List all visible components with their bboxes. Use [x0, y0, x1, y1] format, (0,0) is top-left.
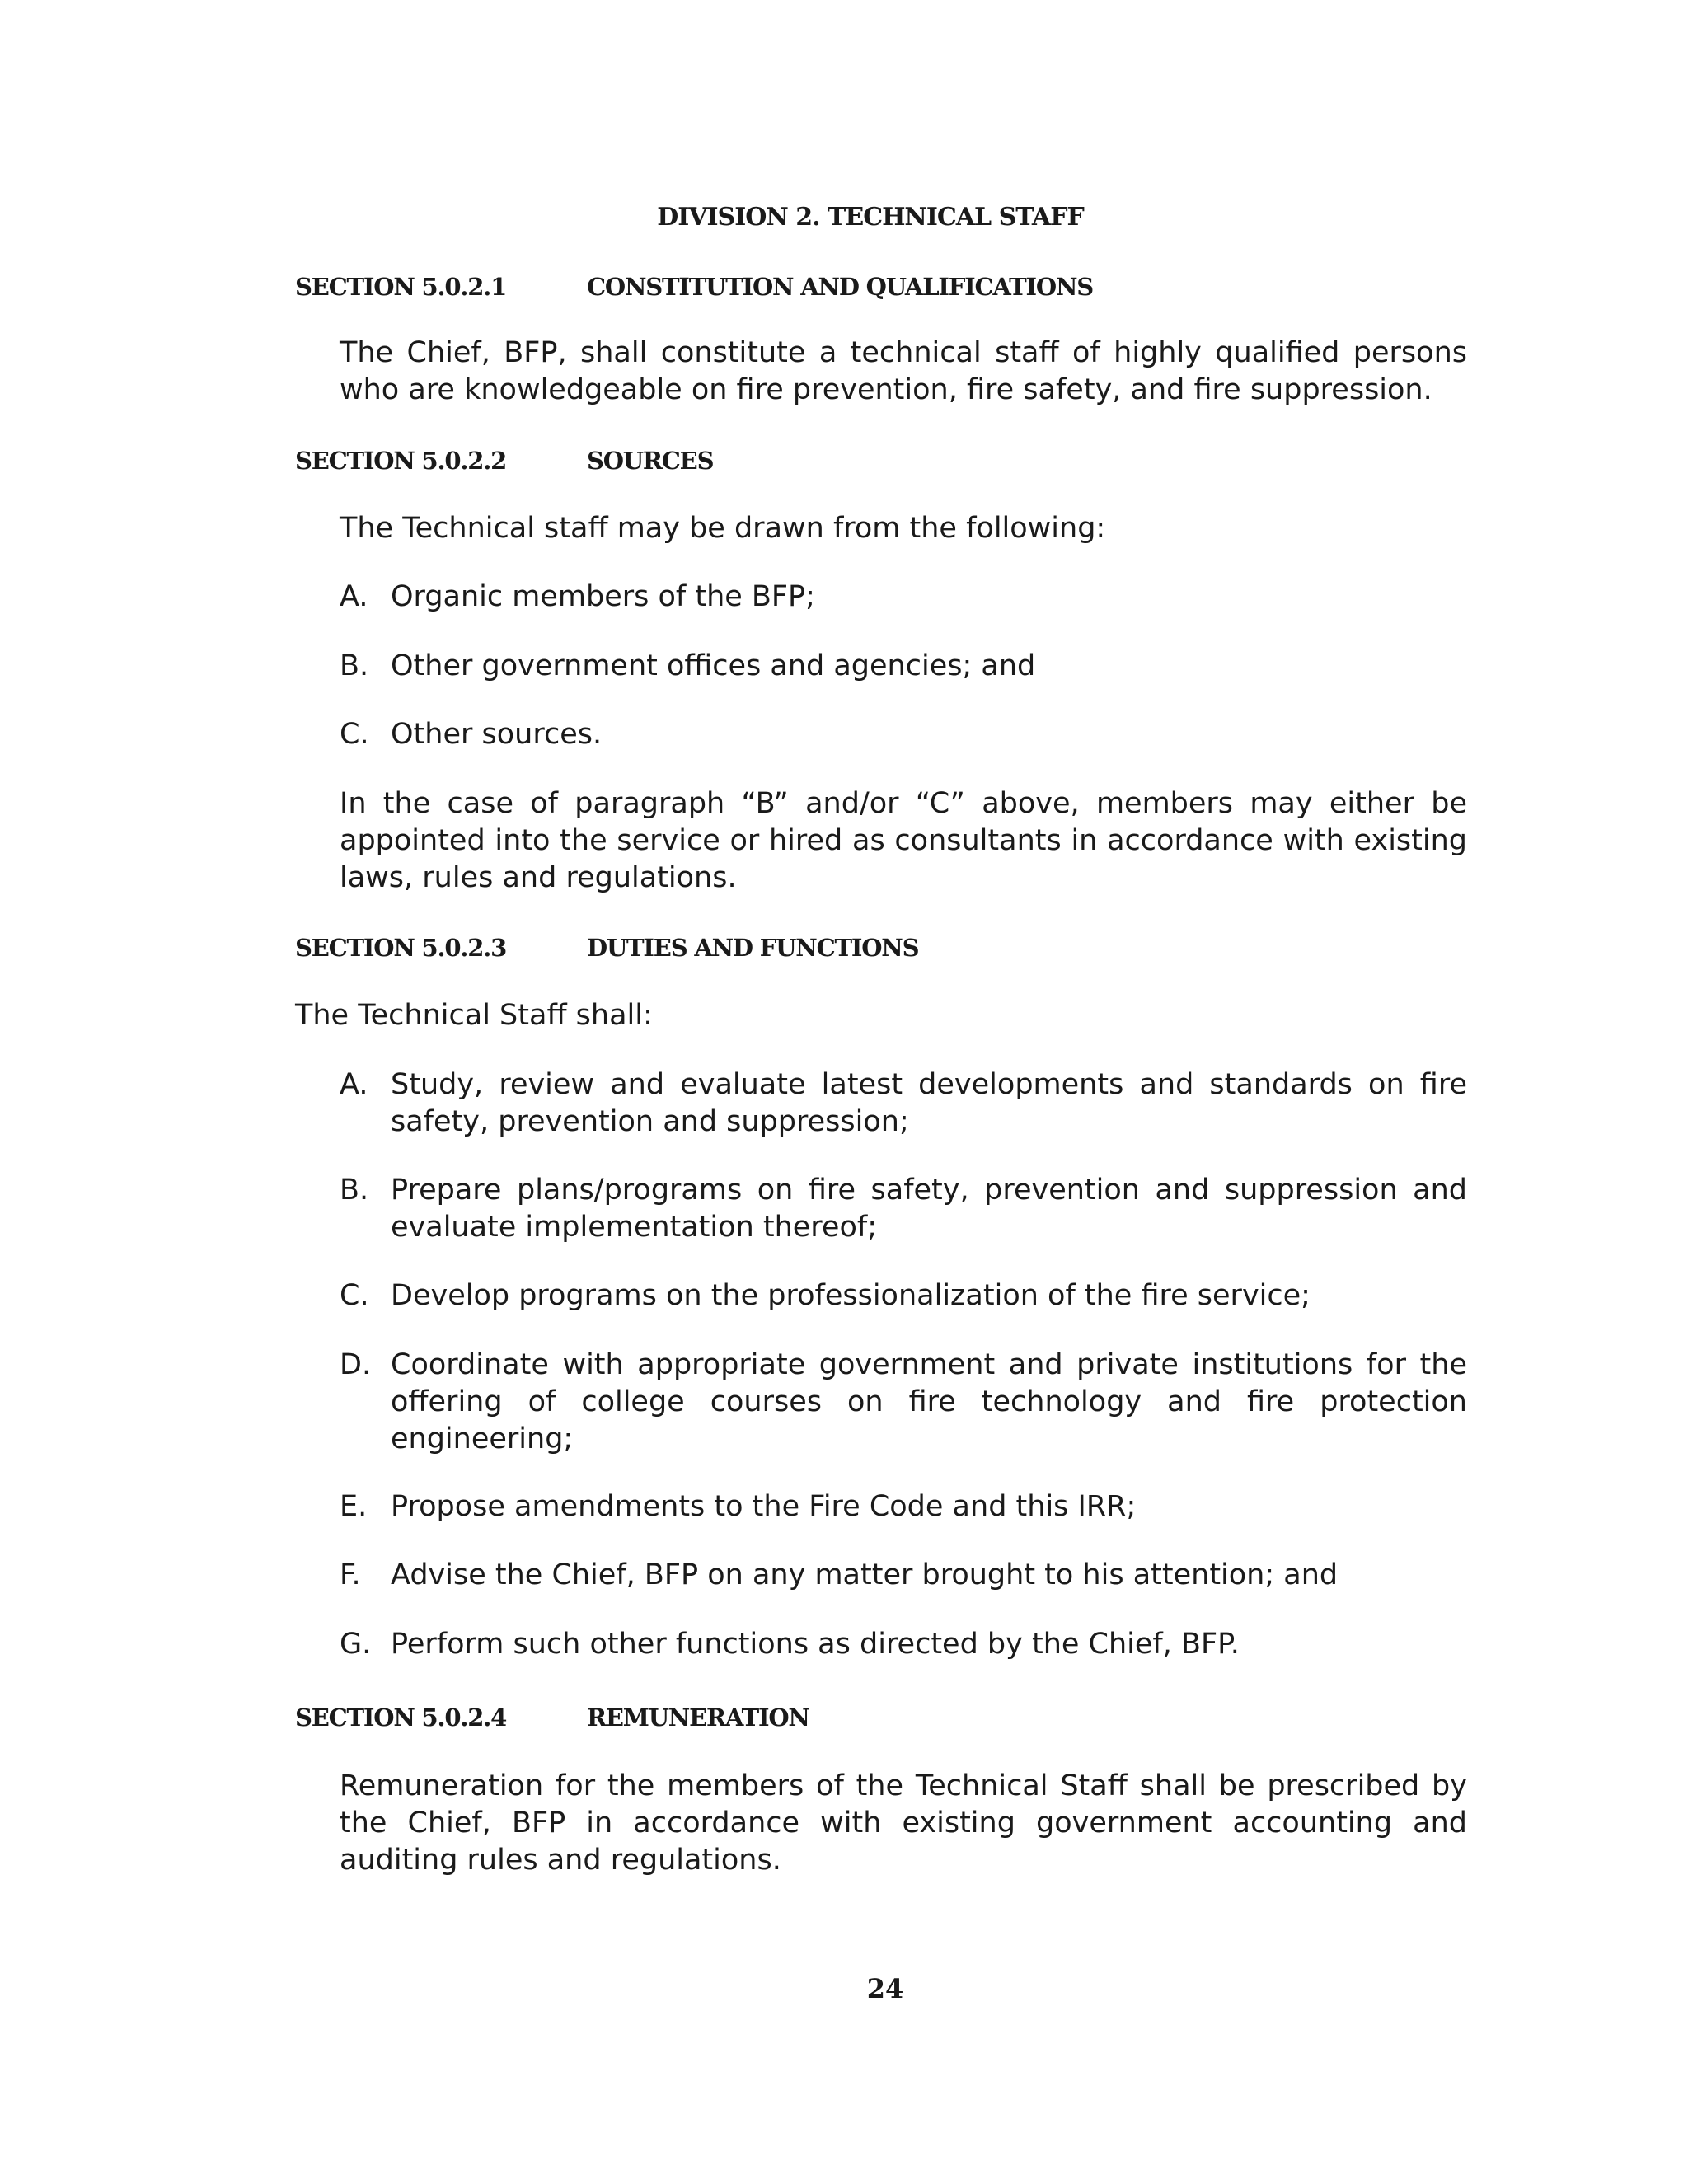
- section-title: CONSTITUTION AND QUALIFICATIONS: [587, 273, 1093, 301]
- list-text: Other government offices and agencies; and: [391, 649, 1036, 682]
- section-heading-5-0-2-3: [295, 933, 918, 963]
- list-item: [340, 579, 1467, 616]
- list-letter: F.: [340, 1558, 361, 1591]
- list-text: Organic members of the BFP;: [391, 580, 815, 613]
- list-letter: A.: [340, 1068, 368, 1101]
- list-item: [340, 716, 1467, 753]
- list-text: Prepare plans/programs on fire safety, prevention and suppression and evaluate implementation thereof;: [391, 1174, 1467, 1244]
- list-letter: D.: [340, 1348, 372, 1381]
- list-item: [340, 1557, 1467, 1594]
- list-letter: B.: [340, 1174, 369, 1207]
- list-text: Study, review and evaluate latest developments and standards on fire safety, prevention and suppression;: [391, 1068, 1467, 1138]
- list-text: Develop programs on the professionalization of the fire service;: [391, 1279, 1311, 1312]
- list-item: [340, 1172, 1467, 1246]
- list-item: [340, 1347, 1467, 1458]
- section-number: SECTION 5.0.2.3: [295, 934, 507, 962]
- list-item: [340, 1626, 1467, 1663]
- page-number: 24: [866, 1973, 904, 2004]
- duties-intro: The Technical Staff shall:: [295, 999, 653, 1032]
- section-title: REMUNERATION: [587, 1704, 809, 1732]
- sources-closing: In the case of paragraph “B” and/or “C” above, members may either be appointed into the service or hired as consultants in accordance with existing laws, rules and regulations.: [340, 787, 1467, 894]
- section-heading-5-0-2-1: [295, 272, 1093, 302]
- section-number: SECTION 5.0.2.4: [295, 1704, 507, 1732]
- list-letter: G.: [340, 1628, 372, 1661]
- list-item: [340, 1277, 1467, 1315]
- list-text: Perform such other functions as directed by the Chief, BFP.: [391, 1628, 1240, 1661]
- list-text: Advise the Chief, BFP on any matter brought to his attention; and: [391, 1558, 1339, 1591]
- list-text: Propose amendments to the Fire Code and this IRR;: [391, 1490, 1137, 1523]
- section-number: SECTION 5.0.2.1: [295, 273, 507, 301]
- section-heading-5-0-2-4: [295, 1703, 809, 1732]
- section-body-remuneration: Remuneration for the members of the Technical Staff shall be prescribed by the Chief, BFP in accordance with existing government accounting and auditing rules and regulations.: [340, 1769, 1467, 1877]
- sources-intro: The Technical staff may be drawn from the following:: [340, 512, 1106, 545]
- list-item: [340, 1488, 1467, 1526]
- section-heading-5-0-2-2: [295, 446, 713, 476]
- list-letter: C.: [340, 1279, 369, 1312]
- list-letter: B.: [340, 649, 369, 682]
- list-letter: C.: [340, 718, 369, 751]
- list-text: Coordinate with appropriate government and private institutions for the offering of college courses on fire technology and fire protection engineering;: [391, 1348, 1467, 1455]
- section-title: DUTIES AND FUNCTIONS: [587, 934, 919, 962]
- section-number: SECTION 5.0.2.2: [295, 447, 507, 475]
- section-body-constitution: The Chief, BFP, shall constitute a technical staff of highly qualified persons who are knowledgeable on fire prevention, fire safety, and fire suppression.: [340, 336, 1467, 406]
- list-item: [340, 1066, 1467, 1141]
- list-item: [340, 648, 1467, 685]
- list-text: Other sources.: [391, 718, 603, 751]
- division-title: DIVISION 2. TECHNICAL STAFF: [657, 203, 1084, 232]
- section-title: SOURCES: [587, 447, 714, 475]
- list-letter: A.: [340, 580, 368, 613]
- list-letter: E.: [340, 1490, 368, 1523]
